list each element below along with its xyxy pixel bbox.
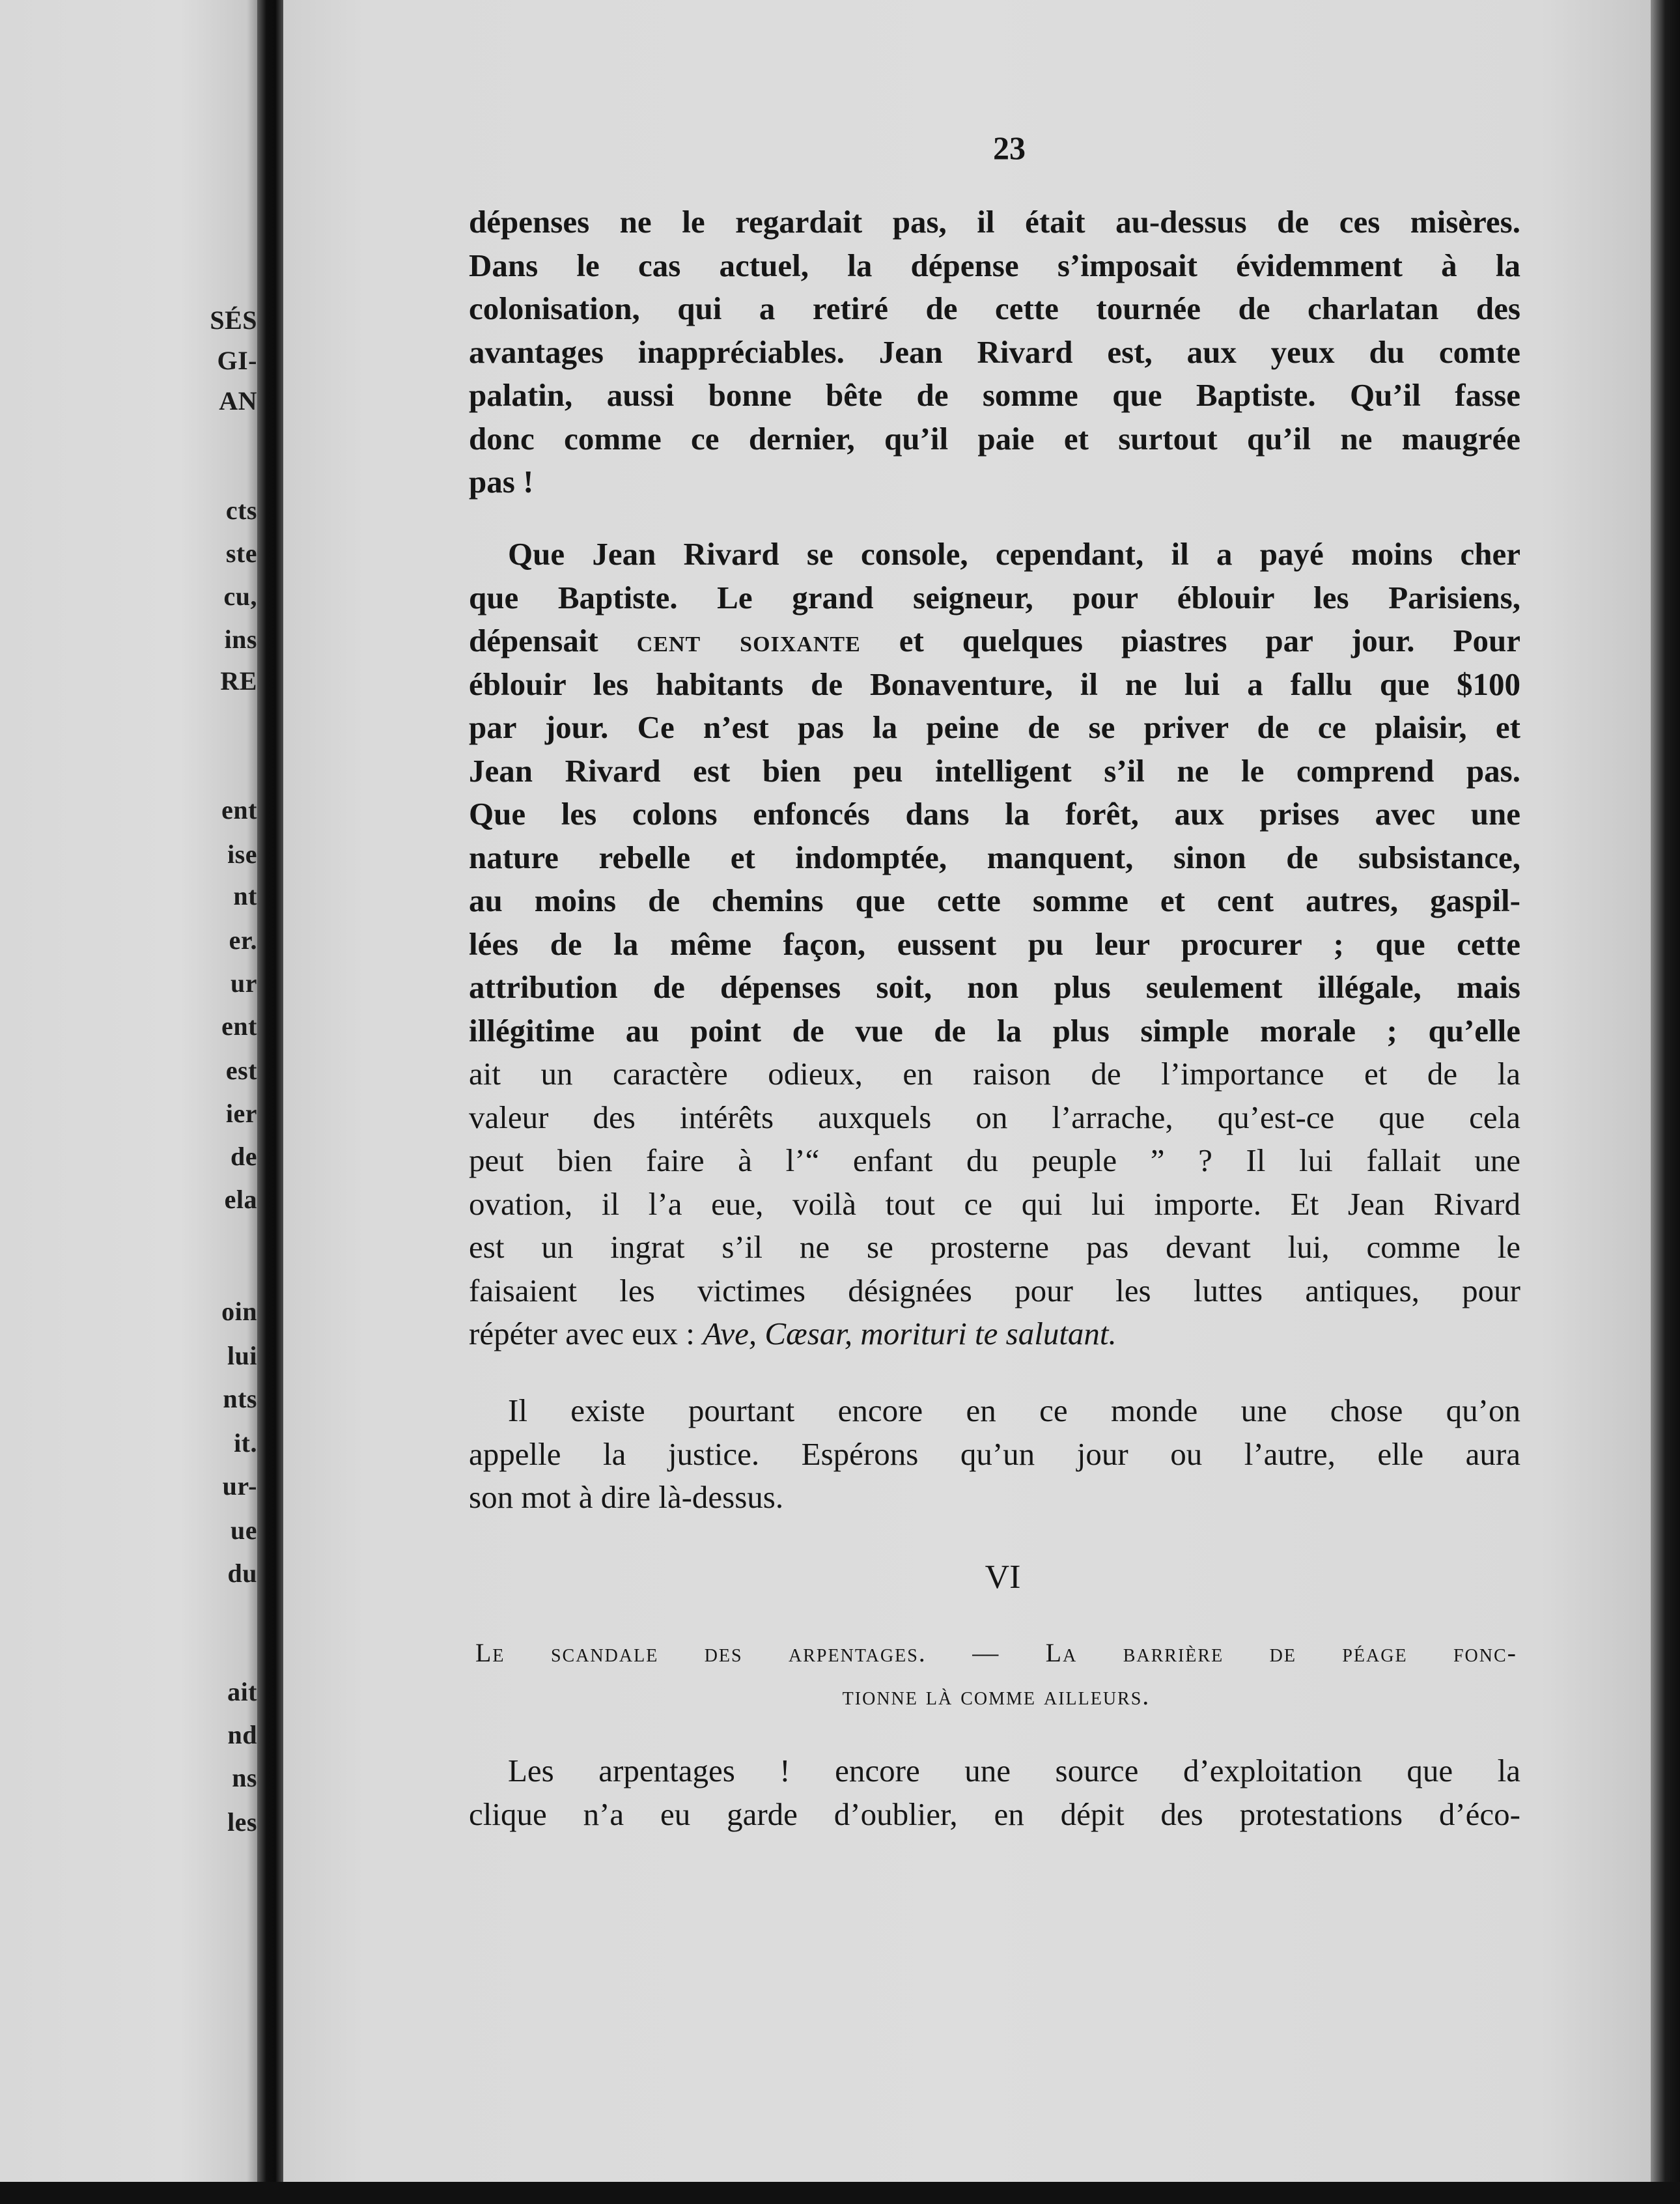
p2-rest-lines [469, 663, 1520, 1313]
paragraph-4-block [469, 1749, 1520, 1836]
p2-rest-line-5: nature rebelle et indomptée, manquent, sinon de subsistance, [469, 839, 1520, 875]
left-page-text-fragment: nt [233, 881, 257, 911]
left-page-text-fragment: AN [219, 386, 257, 416]
left-page-text-fragment: er. [229, 925, 257, 955]
left-page-text-fragment: GI- [217, 346, 257, 375]
p2-rest-line-2: par jour. Ce n’est pas la peine de se priver de ce plaisir, et [469, 709, 1520, 745]
left-page-text-fragment: it. [234, 1428, 257, 1458]
left-page-text-fragment: oin [221, 1297, 257, 1326]
p2-rest-line-6: au moins de chemins que cette somme et cent autres, gaspil- [469, 883, 1520, 918]
p2-rest-line-14: est un ingrat s’il ne se prosterne pas devant lui, comme le [469, 1229, 1520, 1265]
p2-rest-line-11: valeur des intérêts auxquels on l’arrache, qu’est-ce que cela [469, 1099, 1520, 1135]
p2-rest-line-10: ait un caractère odieux, en raison de l’importance et de la [469, 1056, 1520, 1092]
left-page-text-fragment: de [231, 1142, 257, 1171]
left-page-text-fragment: ins [224, 625, 257, 654]
left-page-text-fragment: cts [225, 496, 257, 525]
p2-line-3-before: dépensait [469, 623, 637, 658]
p2-line-2: que Baptiste. Le grand seigneur, pour éblouir les Parisiens, [469, 579, 1520, 615]
left-page-text-fragment: ait [227, 1677, 257, 1706]
latin-quote: Ave, Cæsar, morituri te salutant. [703, 1316, 1117, 1351]
left-page-text-fragment: ier [225, 1099, 257, 1128]
left-page-text-fragment: SÉS [210, 305, 257, 335]
section-number: VI [985, 1559, 1021, 1596]
paragraph-4 [469, 1749, 1520, 1836]
left-page-text-fragment: lui [227, 1341, 257, 1370]
left-page-text-fragment: est [225, 1056, 257, 1085]
left-page-text-fragment: nd [227, 1720, 257, 1749]
p2-last-line [469, 1312, 1520, 1356]
p2-rest-line-7: lées de la même façon, eussent pu leur procurer ; que cette [469, 925, 1520, 962]
p2-last-before: répéter avec eux : [469, 1316, 703, 1351]
left-page-text-fragment: ela [224, 1185, 257, 1214]
p1-line-1: dépenses ne le regardait pas, il était au-dessus de ces misères. [469, 204, 1520, 240]
book-gutter [257, 0, 283, 2204]
p1-line-4: avantages inappréciables. Jean Rivard est, aux yeux du comte [469, 333, 1520, 370]
p2-rest-line-3: Jean Rivard est bien peu intelligent s’il ne le comprend pas. [469, 752, 1520, 789]
p3-line-3: son mot à dire là-dessus. [469, 1479, 784, 1515]
left-page-text-fragment: du [227, 1559, 257, 1588]
p2-line-3-smallcaps: cent soixante [636, 623, 861, 658]
left-page-text-fragment: ur- [222, 1471, 257, 1501]
left-page-text-fragment: ent [221, 1011, 257, 1041]
section-heading [475, 1632, 1517, 1717]
p1-line-2: Dans le cas actuel, la dépense s’imposait évidemment à la [469, 247, 1520, 283]
section-heading-line-2: tionne là comme ailleurs. [842, 1681, 1151, 1710]
left-page-text-fragment: ise [227, 840, 257, 869]
p2-rest-line-13: ovation, il l’a eue, voilà tout ce qui lui importe. Et Jean Rivard [469, 1185, 1520, 1222]
left-page-text-fragment: ur [231, 968, 257, 998]
p2-rest-line-12: peut bien faire à l’“ enfant du peuple ” ? Il lui fallait une [469, 1142, 1520, 1178]
page-right-edge [1651, 0, 1680, 2204]
paragraph-2-block [469, 533, 1520, 1356]
paragraph-2 [469, 533, 1520, 1356]
p4-line-1: Les arpentages ! encore une source d’exploitation que la [508, 1753, 1520, 1788]
left-page-text-fragment: ns [232, 1763, 257, 1792]
page-bottom-edge [0, 2182, 1680, 2204]
left-page-text-fragment: cu, [223, 582, 257, 611]
p3-line-2: appelle la justice. Espérons qu’un jour ou l’autre, elle aura [469, 1435, 1520, 1472]
left-page-text-fragment: ent [221, 795, 257, 825]
page-number: 23 [993, 130, 1026, 166]
p2-rest-line-9: illégitime au point de vue de la plus simple morale ; qu’elle [469, 1012, 1520, 1049]
p1-line-7: pas ! [469, 464, 534, 500]
p4-line-2: clique n’a eu garde d’oublier, en dépit des protestations d’éco- [469, 1796, 1520, 1832]
p2-line-1: Que Jean Rivard se console, cependant, il a payé moins cher [508, 536, 1520, 572]
left-page-text-fragment: ste [225, 539, 257, 568]
left-page-text-fragment: RE [220, 666, 257, 696]
paragraph-3 [469, 1389, 1520, 1519]
p2-rest-line-15: faisaient les victimes désignées pour les luttes antiques, pour [469, 1272, 1520, 1308]
p2-line-3-after: et quelques piastres par jour. Pour [860, 623, 1520, 658]
paragraph-3-block [469, 1389, 1520, 1519]
p2-rest-line-4: Que les colons enfoncés dans la forêt, aux prises avec une [469, 796, 1520, 832]
p3-line-1: Il existe pourtant encore en ce monde une chose qu’on [508, 1392, 1520, 1428]
left-page-text-fragment: nts [223, 1384, 257, 1413]
p1-line-5: palatin, aussi bonne bête de somme que Baptiste. Qu’il fasse [469, 377, 1520, 413]
section-heading-line-1: Le scandale des arpentages. — La barrière de péage fonc- [475, 1638, 1517, 1667]
paragraph-continuation [469, 201, 1520, 504]
p2-line-3 [469, 619, 1520, 663]
left-page-fragment [0, 0, 257, 2204]
p1-line-6: donc comme ce dernier, qu’il paie et surtout qu’il ne maugrée [469, 420, 1520, 457]
left-page-text-fragment: ue [231, 1516, 257, 1545]
p1-line-3: colonisation, qui a retiré de cette tournée de charlatan des [469, 290, 1520, 326]
paragraph-1 [469, 201, 1520, 504]
p2-rest-line-1: éblouir les habitants de Bonaventure, il ne lui a fallu que $100 [469, 666, 1520, 702]
left-page-text-fragment: les [227, 1807, 257, 1837]
p2-rest-line-8: attribution de dépenses soit, non plus seulement illégale, mais [469, 969, 1520, 1005]
